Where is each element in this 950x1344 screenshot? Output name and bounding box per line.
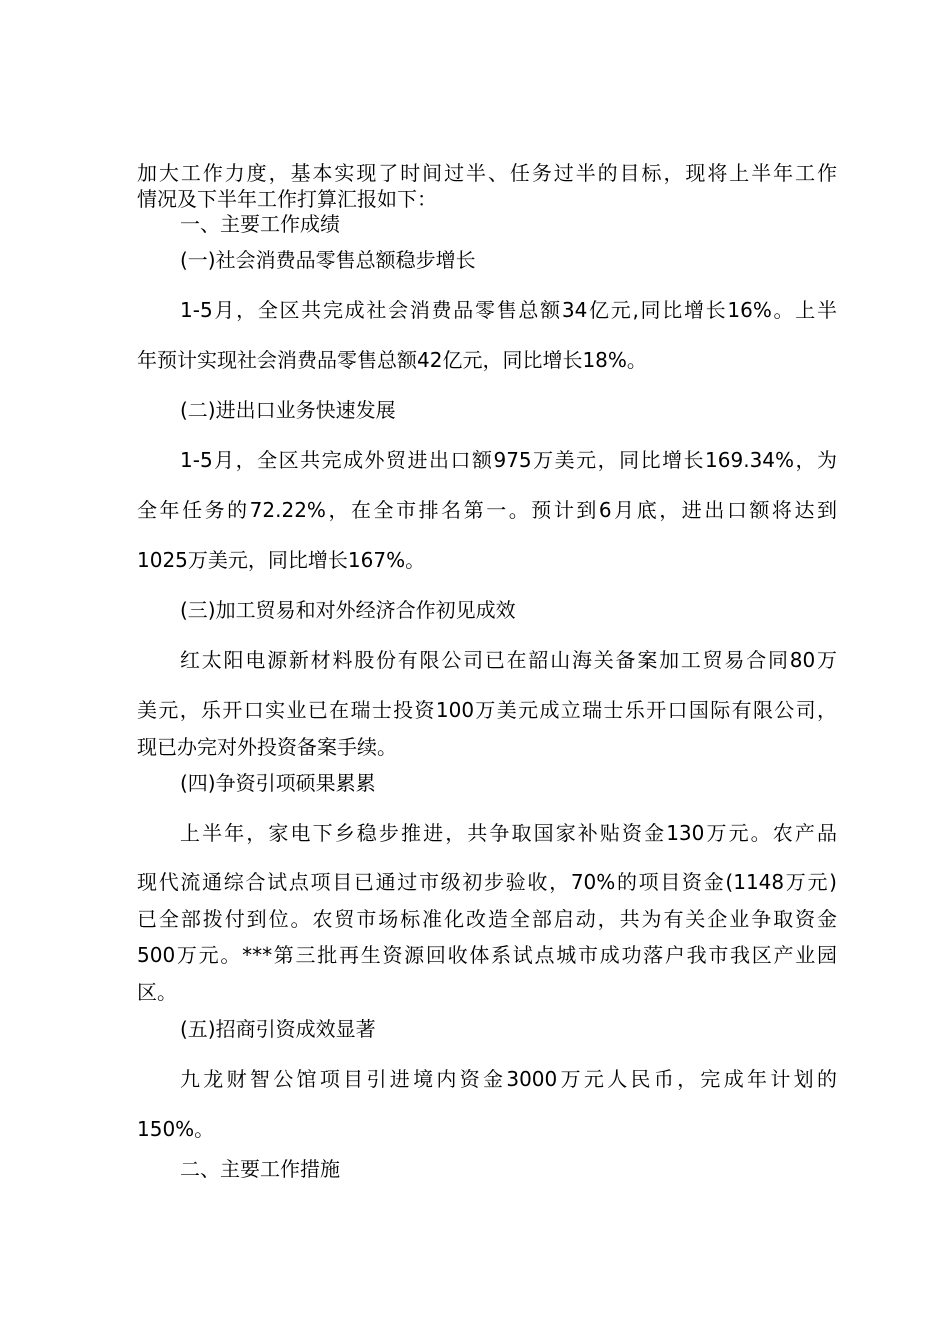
body-text-line: 1025万美元，同比增长167%。 [137, 548, 426, 572]
body-text-line: 1-5月，全区共完成社会消费品零售总额34亿元,同比增长16%。上半 [180, 298, 837, 322]
body-text-line: 红太阳电源新材料股份有限公司已在韶山海关备案加工贸易合同80万 [180, 648, 837, 672]
body-text-line: 500万元。***第三批再生资源回收体系试点城市成功落户我市我区产业园 [137, 943, 837, 967]
section-heading: 二、主要工作措施 [180, 1157, 340, 1181]
section-heading: 一、主要工作成绩 [180, 212, 340, 236]
body-text-line: 1-5月，全区共完成外贸进出口额975万美元，同比增长169.34%，为 [180, 448, 837, 472]
body-text-line: 现已办完对外投资备案手续。 [137, 735, 397, 759]
subsection-heading: (五)招商引资成效显著 [180, 1017, 376, 1041]
body-text-line: 区。 [137, 980, 177, 1004]
body-text-line: 加大工作力度，基本实现了时间过半、任务过半的目标，现将上半年工作 [137, 161, 837, 185]
body-text-line: 九龙财智公馆项目引进境内资金3000万元人民币，完成年计划的 [180, 1067, 837, 1091]
body-text-line: 情况及下半年工作打算汇报如下： [137, 187, 437, 211]
body-text-line: 全年任务的72.22%，在全市排名第一。预计到6月底，进出口额将达到 [137, 498, 837, 522]
body-text-line: 年预计实现社会消费品零售总额42亿元，同比增长18%。 [137, 348, 647, 372]
body-text-line: 已全部拨付到位。农贸市场标准化改造全部启动，共为有关企业争取资金 [137, 907, 837, 931]
body-text-line: 美元，乐开口实业已在瑞士投资100万美元成立瑞士乐开口国际有限公司， [137, 698, 837, 722]
subsection-heading: (三)加工贸易和对外经济合作初见成效 [180, 598, 516, 622]
body-text-line: 现代流通综合试点项目已通过市级初步验收，70%的项目资金(1148万元) [137, 870, 837, 894]
body-text-line: 上半年，家电下乡稳步推进，共争取国家补贴资金130万元。农产品 [180, 821, 837, 845]
subsection-heading: (四)争资引项硕果累累 [180, 771, 376, 795]
subsection-heading: (一)社会消费品零售总额稳步增长 [180, 248, 476, 272]
body-text-line: 150%。 [137, 1117, 215, 1141]
subsection-heading: (二)进出口业务快速发展 [180, 398, 396, 422]
